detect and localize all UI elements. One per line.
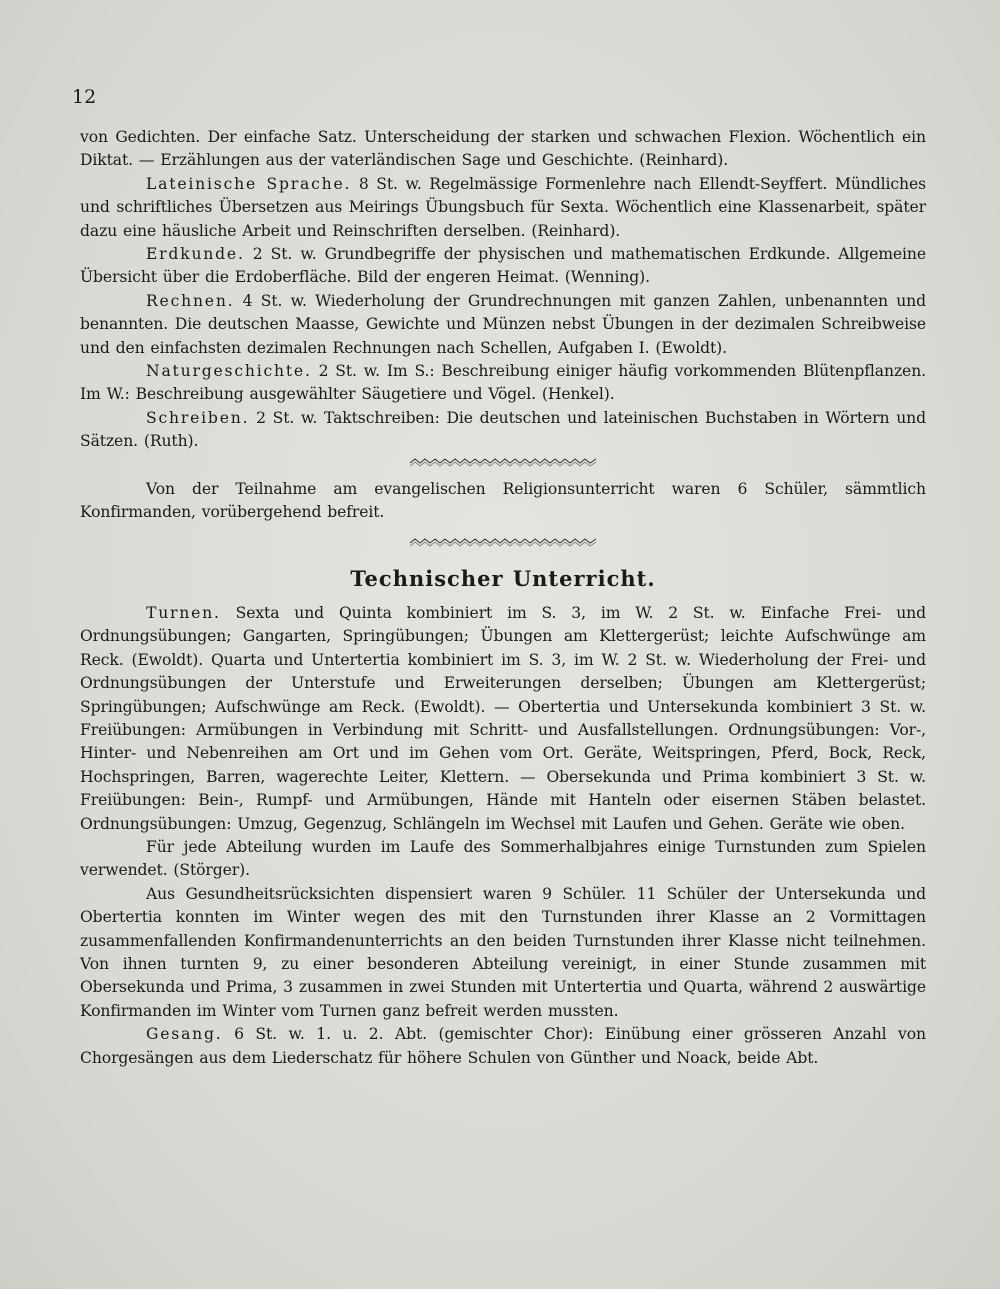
wavy-divider — [410, 457, 596, 469]
paragraph-erdkunde — [80, 243, 926, 290]
paragraph-text: 2 St. w. Grundbegriffe der physischen und mathematischen Erdkunde. Allgemeine Übersicht über die Erdoberfläche. Bild der engeren Heimat. (Wenning). — [80, 245, 926, 287]
paragraph-text: 4 St. w. Wiederholung der Grundrechnungen mit ganzen Zahlen, unbenannten und benannten. Die deutschen Maasse, Gewichte und Münzen nebst Übungen in der dezimalen Schreibweise und den einfachsten dezimalen Rechnungen nach Schellen, Aufgaben I. (Ewoldt). — [80, 291, 926, 357]
subject-label: Rechnen. — [146, 291, 235, 310]
paragraph-turnen — [80, 602, 926, 836]
subject-label: Lateinische Sprache. — [146, 174, 352, 193]
religion-note: Von der Teilnahme am evangelischen Religionsunterricht waren 6 Schüler, sämmtlich Konfirmanden, vorübergehend befreit. — [80, 479, 926, 522]
paragraph-text: 8 St. w. Regelmässige Formenlehre nach Ellendt-Seyffert. Mündliches und schriftliches Übersetzen aus Meirings Übungsbuch für Sexta. Wöchentlich eine Klassenarbeit, später dazu eine häusliche Arbeit und Reinschriften derselben. (Reinhard). — [80, 174, 926, 240]
paragraph-text: 2 St. w. Im S.: Beschreibung einiger häufig vorkommenden Blütenpflanzen. Im W.: Beschreibung ausgewählter Säugetiere und Vögel. (Henkel). — [80, 362, 926, 404]
subject-label: Naturgeschichte. — [146, 362, 312, 381]
page-number: 12 — [72, 86, 97, 108]
section-heading: Technischer Unterricht. — [350, 565, 656, 591]
paragraph-text: Sexta und Quinta kombiniert im S. 3, im W. 2 St. w. Einfache Frei- und Ordnungsübungen; Gangarten, Springübungen; Übungen am Klettergerüst; leichte Aufschwünge am Reck. (Ewoldt). Quarta und Untertertia kombiniert im S. 3, im W. 2 St. w. Wiederholung der Frei- und Ordnungsübungen der Unterstufe und Erweiterungen derselben; Übungen am Klettergerüst; Springübungen; Aufschwünge am Reck. (Ewoldt). — Obertertia und Untersekunda kombiniert 3 St. w. Freiübungen: Armübungen in Verbindung mit Schritt- und Ausfallstellungen. Ordnungsübungen: Vor-, Hinter- und Nebenreihen am Ort und im Gehen vom Ort. Geräte, Weitspringen, Pferd, Bock, Reck, Hochspringen, Barren, wagerechte Leiter, Klettern. — Obersekunda und Prima kombiniert 3 St. w. Freiübungen: Bein-, Rumpf- und Armübungen, Hände mit Hanteln oder eisernen Stäben belastet. Ordnungsübungen: Umzug, Gegenzug, Schlängeln im Wechsel mit Laufen und Gehen. Geräte wie oben. — [80, 603, 926, 833]
paragraph-rechnen — [80, 290, 926, 360]
paragraph-text: von Gedichten. Der einfache Satz. Unterscheidung der starken und schwachen Flexion. Wöchentlich ein Diktat. — Erzählungen aus der vaterländischen Sage und Geschichte. (Reinhard). — [80, 128, 926, 170]
paragraph-latein — [80, 173, 926, 243]
paragraph-text: 2 St. w. Taktschreiben: Die deutschen und lateinischen Buchstaben in Wörtern und Sätzen. (Ruth). — [80, 408, 926, 451]
paragraph-deutsch-continued — [80, 126, 926, 173]
paragraph-dispensiert — [80, 883, 926, 1023]
subject-label: Erdkunde. — [146, 245, 245, 264]
paragraph-text: Für jede Abteilung wurden im Laufe des Sommerhalbjahres einige Turnstunden zum Spielen verwendet. (Störger). — [80, 837, 926, 880]
paragraph-spielen — [80, 836, 926, 883]
paragraph-gesang — [80, 1023, 926, 1070]
paragraph-text: Aus Gesundheitsrücksichten dispensiert waren 9 Schüler. 11 Schüler der Untersekunda und Obertertia konnten im Winter wegen des mit den Turnstunden ihrer Klasse an 2 Vormittagen zusammenfallenden Konfirmandenunterrichts an den beiden Turnstunden ihrer Klasse nicht teilnehmen. Von ihnen turnten 9, zu einer besonderen Abteilung vereinigt, in einer Stunde zusammen mit Obersekunda und Prima, 3 zusammen in zwei Stunden mit Untertertia und Quarta, während 2 auswärtige Konfirmanden im Winter vom Turnen ganz befreit werden mussten. — [80, 884, 926, 1020]
subject-label: Schreiben. — [146, 408, 250, 427]
paragraph-schreiben — [80, 407, 926, 454]
subject-label: Gesang. — [146, 1025, 223, 1044]
paragraph-text: 6 St. w. 1. u. 2. Abt. (gemischter Chor): Einübung einer grösseren Anzahl von Chorgesängen aus dem Liederschatz für höhere Schulen von Günther und Noack, beide Abt. — [80, 1025, 926, 1067]
subject-label: Turnen. — [146, 603, 221, 622]
wavy-divider-line — [410, 537, 596, 549]
wavy-divider — [410, 537, 596, 549]
page-body — [80, 126, 926, 1070]
paragraph-naturgeschichte — [80, 360, 926, 407]
wavy-divider-line — [410, 457, 596, 469]
